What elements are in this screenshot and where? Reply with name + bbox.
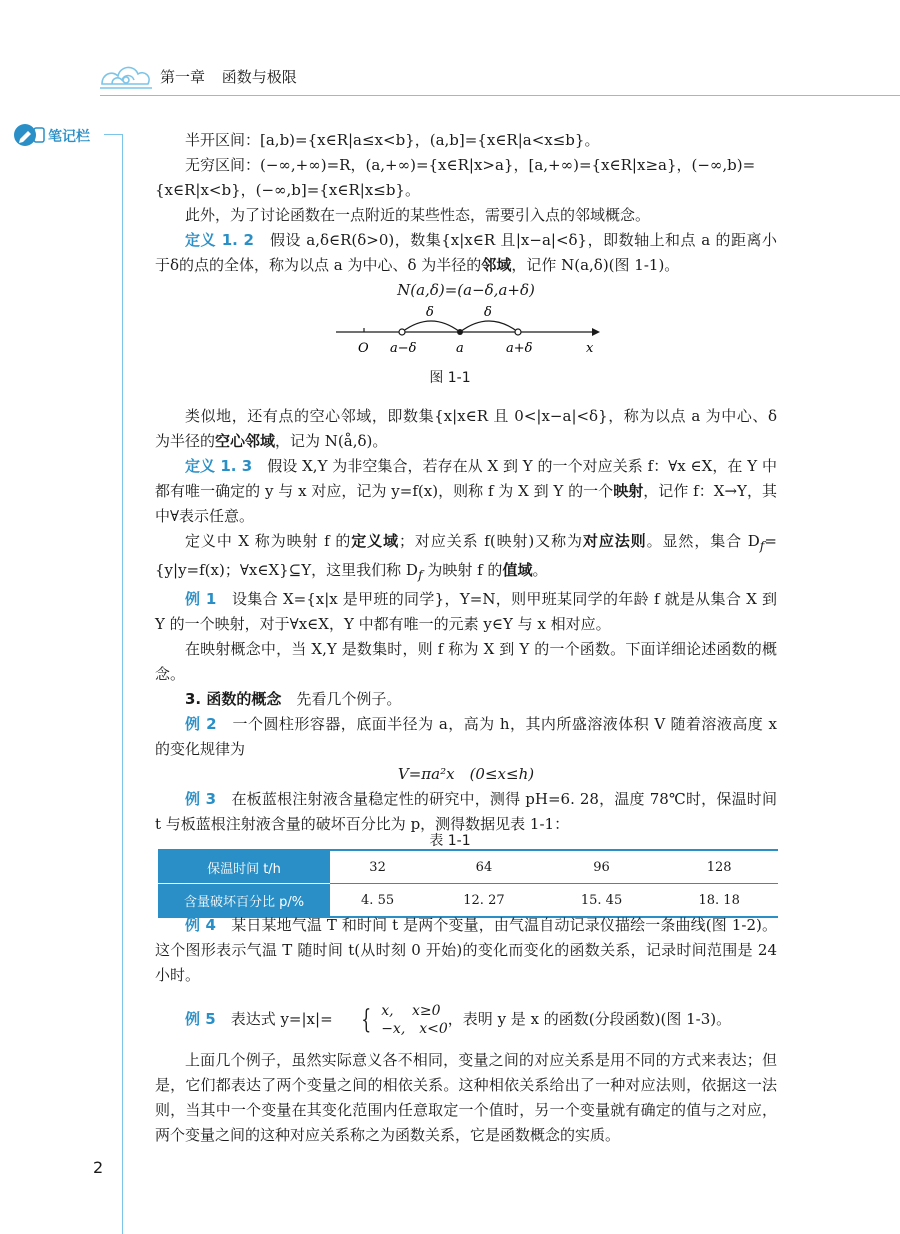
tick-x: x — [586, 341, 594, 356]
para-function-intro: 在映射概念中，当 X,Y 是数集时，则 f 称为 X 到 Y 的一个函数。下面详细论述函数的概念。 — [155, 640, 777, 683]
para-half-open-interval: 半开区间：[a,b)={x∈R|a≤x<b}，(a,b]={x∈R|a<x≤b}。 — [185, 131, 600, 149]
notes-rule-horizontal — [104, 134, 122, 135]
definition-label: 定义 1. 3 — [185, 457, 253, 475]
example-2: 例 2 一个圆柱形容器，底面半径为 a，高为 h，其内所盛溶液体积 V 随着溶液高度 x 的变化规律为 — [155, 715, 777, 758]
definition-text-b: ，记作 N(a,δ)(图 1-1)。 — [511, 256, 680, 274]
case-1: x, x≥0 — [381, 1003, 441, 1019]
chapter-heading — [160, 66, 297, 87]
chapter-title: 函数与极限 — [221, 68, 297, 86]
definition-term: 邻域 — [481, 256, 512, 274]
table-row — [158, 850, 778, 884]
example-label: 例 1 — [185, 590, 217, 608]
example-1: 例 1 设集合 X={x|x 是甲班的同学}，Y=N，则甲班某同学的年龄 f 就是从集合 X 到 Y 的一个映射，对于∀x∈X，Y 中都有唯一的元素 y∈Y 与 x 相对应。 — [155, 590, 777, 633]
para-infinite-interval-2: {x∈R|x<b}，(−∞,b]={x∈R|x≤b}。 — [155, 181, 420, 199]
example-label: 例 5 — [185, 1010, 216, 1028]
definition-text-a: 假设 a,δ∈R(δ>0)，数集{x|x∈R 且|x−a|<δ}，即数轴上和点 a 的距离小于δ的点的全体，称为以点 a 为中心、δ 为半径的 — [155, 231, 777, 274]
table-cell: 64 — [425, 850, 543, 884]
tick-a-plus-delta: a+δ — [506, 341, 533, 356]
table-cell: 18. 18 — [660, 884, 778, 918]
para-summary: 上面几个例子，虽然实际意义各不相同，变量之间的对应关系是用不同的方式来表达；但是，它们都表达了两个变量之间的相依关系。这种相依关系给出了一种对应法则，依据这一法则，当其中一个变量在其变化范围内任意取定一个值时，另一个变量就有确定的值与之对应，两个变量之间的这种对应关系称之为函数关系，它是函数概念的实质。 — [155, 1051, 777, 1144]
example-4: 例 4 某日某地气温 T 和时间 t 是两个变量，由气温自动记录仪描绘一条曲线(图 1-2)。这个图形表示气温 T 随时间 t(从时刻 0 开始)的变化而变化的函数关系，记录时间范围是 24 小时。 — [155, 916, 777, 984]
tick-origin: O — [358, 341, 369, 356]
table-cell: 96 — [543, 850, 661, 884]
main-text-middle — [155, 404, 777, 837]
header-rule — [100, 95, 900, 96]
notes-rule-vertical — [122, 134, 123, 1234]
table-cell: 128 — [660, 850, 778, 884]
formula-neighborhood: N(a,δ)=(a−δ,a+δ) — [397, 281, 535, 299]
chapter-number: 第一章 — [160, 68, 206, 86]
example-label: 例 3 — [185, 790, 217, 808]
piecewise-cases — [381, 1002, 448, 1038]
example-label: 例 4 — [185, 916, 216, 934]
section-label: 3. 函数的概念 — [185, 690, 282, 708]
hollow-neighborhood-term: 空心邻域 — [215, 432, 276, 450]
pencil-note-icon — [12, 122, 46, 148]
tick-a: a — [456, 341, 464, 356]
figure-number-line — [330, 300, 610, 356]
definition-1-2 — [155, 228, 777, 278]
para-neighborhood-intro: 此外，为了讨论函数在一点附近的某些性态，需要引入点的邻域概念。 — [185, 206, 651, 224]
main-text-upper — [155, 128, 777, 303]
figure-caption: 图 1-1 — [429, 370, 471, 386]
para-domain-range: 定义中 X 称为映射 f 的定义域；对应关系 f(映射)又称为对应法则。显然，集合 $D_f=\{y|y=f(x)$；∀x∈X}⊆Y，这里我们称 $D_f$ 为映射 f 的值域。 — [155, 532, 777, 582]
data-table — [158, 849, 778, 918]
row-header-damage: 含量破坏百分比 p/% — [158, 884, 330, 918]
correspondence-rule-term: 对应法则 — [582, 532, 647, 550]
cloud-ornament-icon — [98, 58, 154, 94]
notes-column-label: 笔记栏 — [48, 129, 90, 145]
para-hollow-neighborhood: 类似地，还有点的空心邻域，即数集{x|x∈R 且 0<|x−a|<δ}，称为以点 a 为中心、δ 为半径的空心邻域，记为 N(å,δ)。 — [155, 407, 777, 450]
para-infinite-interval-1: 无穷区间：(−∞,+∞)=R，(a,+∞)={x∈R|x>a}，[a,+∞)={x∈R|x≥a}，(−∞,b)= — [185, 156, 756, 174]
section-3-heading: 3. 函数的概念 先看几个例子。 — [185, 690, 402, 708]
case-2: −x, x<0 — [381, 1021, 448, 1037]
example-5: 例 5 表达式 y=|x|= { x, x≥0 −x, x<0，表明 y 是 x 的函数(分段函数)(图 1-3)。 — [155, 998, 777, 1042]
tick-a-minus-delta: a−δ — [390, 341, 417, 356]
table-cell: 4. 55 — [330, 884, 425, 918]
definition-1-3: 定义 1. 3 假设 X,Y 为非空集合，若存在从 X 到 Y 的一个对应关系 f：∀x ∈X，在 Y 中都有唯一确定的 y 与 x 对应，记为 y=f(x)，则称 f 为 X 到 Y 的一个映射，记作 f：X→Y，其中∀表示任意。 — [155, 457, 777, 525]
formula-volume: V=πa²x (0≤x≤h) — [397, 765, 535, 783]
example-label: 例 2 — [185, 715, 217, 733]
range-term: 值域 — [502, 561, 533, 579]
table-caption: 表 1-1 — [429, 833, 471, 849]
brace-symbol: { — [360, 1005, 371, 1035]
table-row — [158, 884, 778, 918]
mapping-term: 映射 — [613, 482, 644, 500]
definition-label: 定义 1. 2 — [185, 231, 254, 249]
delta-label-right: δ — [484, 305, 492, 320]
page-number: 2 — [93, 1158, 104, 1177]
example-3: 例 3 在板蓝根注射液含量稳定性的研究中，测得 pH=6. 28，温度 78℃时，保温时间 t 与板蓝根注射液含量的破坏百分比为 p，测得数据见表 1-1： — [155, 790, 777, 833]
table-cell: 12. 27 — [425, 884, 543, 918]
main-text-lower — [155, 913, 777, 1148]
page-header — [0, 0, 900, 110]
domain-term: 定义域 — [351, 532, 400, 550]
table-cell: 32 — [330, 850, 425, 884]
row-header-time: 保温时间 t/h — [158, 850, 330, 884]
delta-label-left: δ — [426, 305, 434, 320]
table-cell: 15. 45 — [543, 884, 661, 918]
